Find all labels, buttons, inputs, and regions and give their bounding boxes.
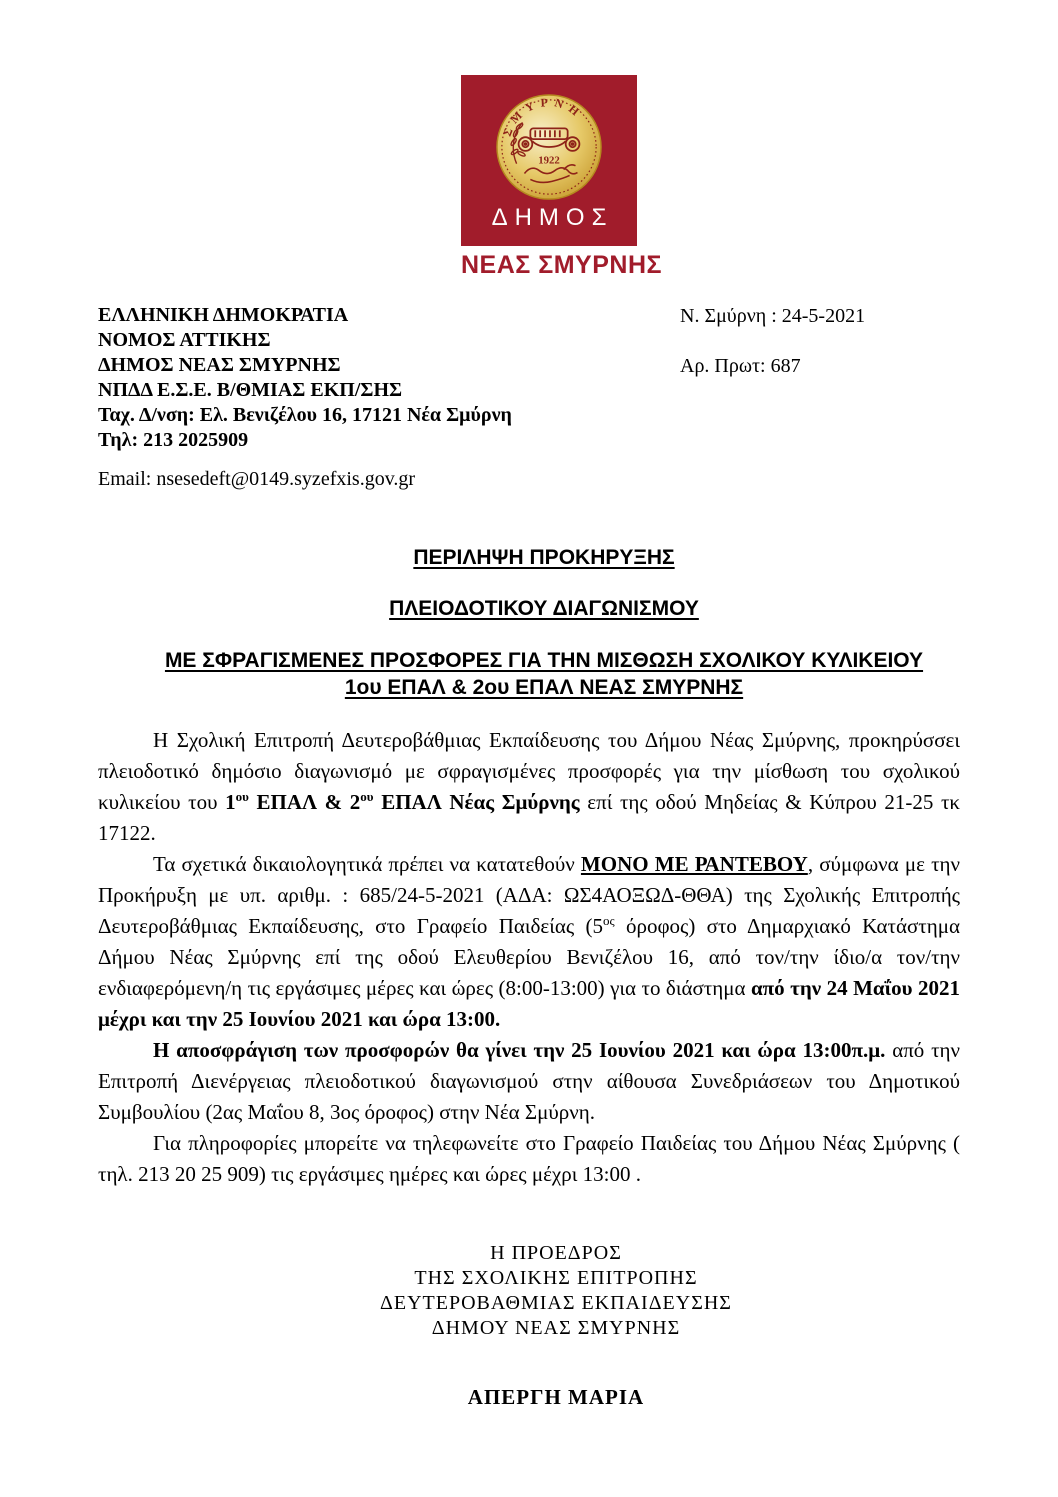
title-summary: ΠΕΡΙΛΗΨΗ ΠΡΟΚΗΡΥΞΗΣ — [413, 546, 675, 569]
municipality-logo — [461, 75, 663, 280]
paragraph-opening — [98, 1035, 960, 1128]
p1-bold-school: ΕΠΑΛ & 2 — [248, 790, 361, 814]
letterhead-right-block — [680, 304, 865, 379]
title-gap — [128, 570, 960, 596]
letterhead-line-municipality: ΔΗΜΟΣ ΝΕΑΣ ΣΜΥΡΝΗΣ — [98, 354, 341, 376]
p2-text: , σύμφωνα με την Προκήρυξη με υπ. αριθμ. : 685/24-5-2021 (ΑΔΑ: ΩΣ4ΑΟΞΩΔ-ΘΘΑ) της Σχολικής Επιτροπής Δευτεροβάθμιας Εκπαίδευσης, στο Γραφείο Παιδείας (5 — [98, 852, 960, 938]
email-line: Email: nsesedeft@0149.syzefxis.gov.gr — [98, 468, 416, 490]
p1-bold-school: 1 — [225, 790, 236, 814]
p1-text: επί της οδού Μηδείας & Κύπρου 21-25 τκ 17122. — [98, 790, 961, 845]
p3-bold-opening: Η αποσφράγιση των προσφορών θα γίνει την 25 Ιουνίου 2021 και ώρα 13:00π.μ. — [153, 1038, 886, 1062]
p1-bold-school: ΕΠΑΛ Νέας Σμύρνης — [373, 790, 580, 814]
logo-red-box — [461, 75, 637, 246]
letterhead-line-phone: Τηλ: 213 2025909 — [98, 429, 249, 451]
title-subject-line1: ΜΕ ΣΦΡΑΓΙΣΜΕΝΕΣ ΠΡΟΣΦΟΡΕΣ ΓΙΑ ΤΗΝ ΜΙΣΘΩΣΗ ΣΧΟΛΙΚΟΥ ΚΥΛΙΚΕΙΟΥ — [164, 649, 924, 672]
p2-bold-period: από την 24 Μαΐου 2021 μέχρι και την 25 Ιουνίου 2021 και ώρα 13:00. — [98, 976, 960, 1031]
signatory-name: ΑΠΕΡΓΗ ΜΑΡΙΑ — [467, 1385, 645, 1409]
title-subject-line2: 1ου ΕΠΑΛ & 2ου ΕΠΑΛ ΝΕΑΣ ΣΜΥΡΝΗΣ — [344, 676, 744, 699]
signature-title-line: Η ΠΡΟΕΔΡΟΣ — [490, 1242, 622, 1264]
p2-text: Τα σχετικά δικαιολογητικά πρέπει να κατατεθούν — [153, 852, 581, 876]
protocol-number: Αρ. Πρωτ: 687 — [680, 355, 801, 377]
seal-year-text: 1922 — [538, 154, 560, 167]
letterhead-line-address: Ταχ. Δ/νση: Ελ. Βενιζέλου 16, 17121 Νέα Σμύρνη — [98, 404, 512, 426]
p1-text: Η Σχολική Επιτροπή Δευτεροβάθμιας Εκπαίδευσης του Δήμου Νέας Σμύρνης, προκηρύσσει πλειοδοτικό δημόσιο διαγωνισμό με σφραγισμένες προσφορές για την μίσθωση του σχολικού κυλικείου του — [98, 728, 960, 814]
document-titles — [98, 545, 960, 701]
seal-city-text: ΣΜΥΡΝΗ — [500, 96, 586, 139]
signature-title-line: ΔΗΜΟΥ ΝΕΑΣ ΣΜΥΡΝΗΣ — [431, 1317, 681, 1339]
place-date: Ν. Σμύρνη : 24-5-2021 — [680, 305, 866, 327]
p4-text: Για πληροφορίες μπορείτε να τηλεφωνείτε στο Γραφείο Παιδείας του Δήμου Νέας Σμύρνης ( τηλ. 213 20 25 909) τις εργάσιμες ημέρες και ώρες μέχρι 13:00 . — [98, 1131, 960, 1186]
p1-superscript: ου — [360, 789, 374, 804]
p2-superscript: ος — [603, 913, 615, 928]
letterhead-line-entity: ΝΠΔΔ Ε.Σ.Ε. Β/ΘΜΙΑΣ ΕΚΠ/ΣΗΣ — [98, 379, 403, 401]
letterhead-line-region: ΝΟΜΟΣ ΑΤΤΙΚΗΣ — [98, 329, 271, 351]
paragraph-announcement — [98, 725, 960, 849]
paragraph-submission — [98, 849, 960, 1035]
title-auction: ΠΛΕΙΟΔΟΤΙΚΟΥ ΔΙΑΓΩΝΙΣΜΟΥ — [389, 597, 699, 620]
letterhead-line-republic: ΕΛΛΗΝΙΚΗ ΔΗΜΟΚΡΑΤΙΑ — [98, 304, 349, 326]
document-body — [98, 725, 960, 1190]
letterhead — [98, 303, 960, 453]
logo-dimos-label: ΔΗΜΟΣ — [491, 204, 614, 231]
p2-appointment-only: ΜΟΝΟ ΜΕ ΡΑΝΤΕΒΟΥ — [580, 852, 808, 876]
signature-title-line: ΤΗΣ ΣΧΟΛΙΚΗΣ ΕΠΙΤΡΟΠΗΣ — [414, 1267, 698, 1289]
p3-text: από την Επιτροπή Διενέργειας πλειοδοτικού διαγωνισμού στην αίθουσα Συνεδριάσεων του Δημοτικού Συμβουλίου (2ας Μαΐου 8, 3ος όροφος) στην Νέα Σμύρνη. — [98, 1038, 960, 1124]
p2-text: όροφος) στο Δημαρχιακό Κατάστημα Δήμου Νέας Σμύρνης επί της οδού Ελευθερίου Βενιζέλου 16, από τον/την ίδιο/α τον/την ενδιαφερόμενη/η τις εργάσιμες μέρες και ώρες (8:00-13:00) για το διάστημα — [98, 914, 960, 1000]
title-gap — [128, 621, 960, 647]
paragraph-information — [98, 1128, 960, 1190]
signature-block — [98, 1241, 960, 1410]
p1-superscript: ου — [235, 789, 249, 804]
signature-title-line: ΔΕΥΤΕΡΟΒΑΘΜΙΑΣ ΕΚΠΑΙΔΕΥΣΗΣ — [380, 1292, 732, 1314]
logo-neas-smyrnis-label: ΝΕΑΣ ΣΜΥΡΝΗΣ — [461, 251, 663, 279]
municipal-seal-icon — [495, 93, 603, 201]
